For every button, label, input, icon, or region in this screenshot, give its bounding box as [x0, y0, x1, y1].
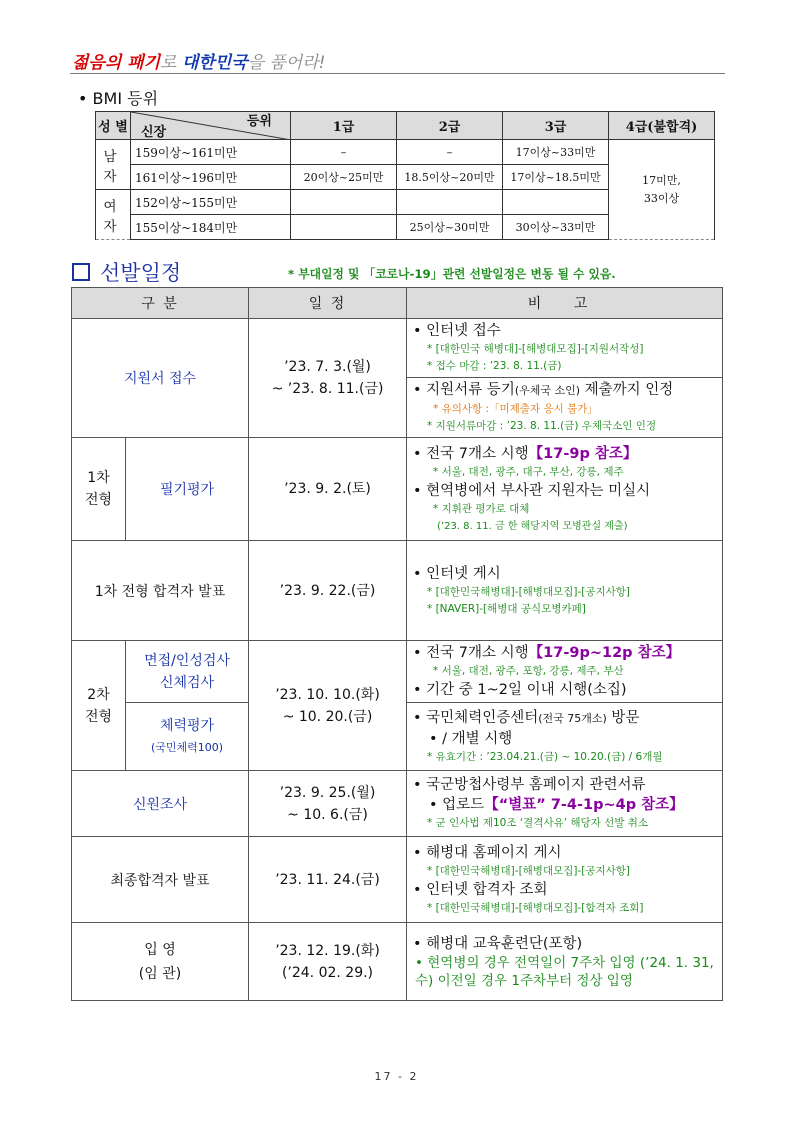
- bmi-cell: [397, 190, 503, 215]
- row-fitness-test: 체력평가 (국민체력100): [126, 703, 249, 771]
- date-second-stage: ’23. 10. 10.(화) ~ 10. 20.(금): [249, 641, 407, 771]
- bmi-row-height: 152이상~155미만: [131, 190, 291, 215]
- bmi-title: • BMI 등위: [78, 89, 159, 108]
- slogan-part4: 을 품어라!: [247, 53, 326, 73]
- remarks-application-mail: • 지원서류 등기(우체국 소인) 제출까지 인정 * 유의사항 :「미제출자 응시 불가」 * 지원서류마감 : ’23. 8. 11.(금) 우체국소인 인정: [407, 378, 723, 438]
- slogan-part1: 젊음의 패기: [72, 53, 161, 73]
- bmi-cell: [503, 190, 609, 215]
- row-enlistment: 입 영 (임 관): [72, 923, 249, 1001]
- bmi-cell: 30이상~33미만: [503, 215, 609, 240]
- remarks-enlistment: • 해병대 교육훈련단(포항) • 현역병의 경우 전역일이 7주차 입영 (’24. 1. 31, 수) 이전일 경우 1주차부터 정상 입영: [407, 923, 723, 1001]
- bmi-cell: 17이상~18.5미만: [503, 165, 609, 190]
- col-header-category: 구 분: [72, 288, 249, 319]
- date-application: ’23. 7. 3.(월) ~ ’23. 8. 11.(금): [249, 319, 407, 438]
- bmi-grade4-value: 17미만, 33이상: [609, 140, 715, 240]
- bmi-row-height: 159이상~161미만: [131, 140, 291, 165]
- date-enlistment: ’23. 12. 19.(화) (’24. 02. 29.): [249, 923, 407, 1001]
- slogan-part3: 대한민국: [181, 53, 248, 73]
- bmi-cell: 20이상~25미만: [291, 165, 397, 190]
- remarks-fitness-test: • 국민체력인증센터(전국 75개소) 방문 • / 개별 시행 * 유효기간 : ’23.04.21.(금) ~ 10.20.(금) / 6개월: [407, 703, 723, 771]
- bmi-cell: 17이상~33미만: [503, 140, 609, 165]
- bmi-row-height: 155이상~184미만: [131, 215, 291, 240]
- col-header-remarks: 비 고: [407, 288, 723, 319]
- remarks-interview: • 전국 7개소 시행【17-9p~12p 참조】 * 서울, 대전, 광주, 포항, 강릉, 제주, 부산 • 기간 중 1~2일 이내 시행(소집): [407, 641, 723, 703]
- remarks-application-online: • 인터넷 접수 * [대한민국 해병대]-[해병대모집]-[지원서작성] * 접수 마감 : ’23. 8. 11.(금): [407, 319, 723, 378]
- bmi-cell: –: [291, 140, 397, 165]
- schedule-table: [71, 287, 723, 1001]
- page-number: 17 - 2: [374, 1070, 419, 1083]
- bmi-grade-1: 1급: [291, 112, 397, 140]
- row-final-results: 최종합격자 발표: [72, 837, 249, 923]
- group-second-stage: 2차 전형: [72, 641, 126, 771]
- row-application: 지원서 접수: [72, 319, 249, 438]
- bmi-grade-4: 4급(불합격): [609, 112, 715, 140]
- remarks-first-results: • 인터넷 게시 * [대한민국해병대]-[해병대모집]-[공지사항] * [NAVER]-[해병대 공식모병카페]: [407, 541, 723, 641]
- checkbox-square-icon: [72, 263, 90, 281]
- group-first-stage: 1차 전형: [72, 438, 126, 541]
- date-final-results: ’23. 11. 24.(금): [249, 837, 407, 923]
- bmi-row-height: 161이상~196미만: [131, 165, 291, 190]
- date-first-results: ’23. 9. 22.(금): [249, 541, 407, 641]
- bmi-table: [95, 111, 715, 240]
- schedule-note: * 부대일정 및 「코로나-19」관련 선발일정은 변동 될 수 있음.: [288, 267, 616, 281]
- bmi-cell: 25이상~30미만: [397, 215, 503, 240]
- bmi-grade-2: 2급: [397, 112, 503, 140]
- bmi-cell: 18.5이상~20미만: [397, 165, 503, 190]
- bmi-cell: [291, 215, 397, 240]
- bmi-cell: –: [397, 140, 503, 165]
- bmi-female-label: 여 자: [96, 190, 131, 240]
- col-header-date: 일 정: [249, 288, 407, 319]
- bmi-corner-header: 등위 신장: [131, 112, 291, 140]
- slogan-part2: 로: [160, 53, 182, 73]
- date-written-test: ’23. 9. 2.(토): [249, 438, 407, 541]
- remarks-written-test: • 전국 7개소 시행【17-9p 참조】 * 서울, 대전, 광주, 대구, 부산, 강릉, 제주 • 현역병에서 부사관 지원자는 미실시 * 지휘관 평가로 대체 (’23. 8. 11. 금 한 해당지역 모병관실 제출): [407, 438, 723, 541]
- date-background-check: ’23. 9. 25.(월) ~ 10. 6.(금): [249, 771, 407, 837]
- bmi-male-label: 남 자: [96, 140, 131, 190]
- enlistment-note: • 현역병의 경우 전역일이 7주차 입영 (’24. 1. 31, 수) 이전일 경우 1주차부터 정상 입영: [415, 954, 714, 989]
- schedule-title: 선발일정: [72, 257, 181, 287]
- header-divider: [70, 73, 725, 74]
- header-slogan: [72, 48, 325, 73]
- bmi-sex-header: 성 별: [96, 112, 131, 140]
- row-interview: 면접/인성검사 신체검사: [126, 641, 249, 703]
- row-first-results: 1차 전형 합격자 발표: [72, 541, 249, 641]
- remarks-background-check: • 국군방첩사령부 홈페이지 관련서류 • 업로드【“별표” 7-4-1p~4p 참조】 * 군 인사법 제10조 ‘결격사유’ 해당자 선발 취소: [407, 771, 723, 837]
- bmi-cell: [291, 190, 397, 215]
- remarks-final-results: • 해병대 홈페이지 게시 * [대한민국해병대]-[해병대모집]-[공지사항] • 인터넷 합격자 조회 * [대한민국해병대]-[해병대모집]-[합격자 조회]: [407, 837, 723, 923]
- row-background-check: 신원조사: [72, 771, 249, 837]
- bmi-grade-3: 3급: [503, 112, 609, 140]
- row-written-test: 필기평가: [126, 438, 249, 541]
